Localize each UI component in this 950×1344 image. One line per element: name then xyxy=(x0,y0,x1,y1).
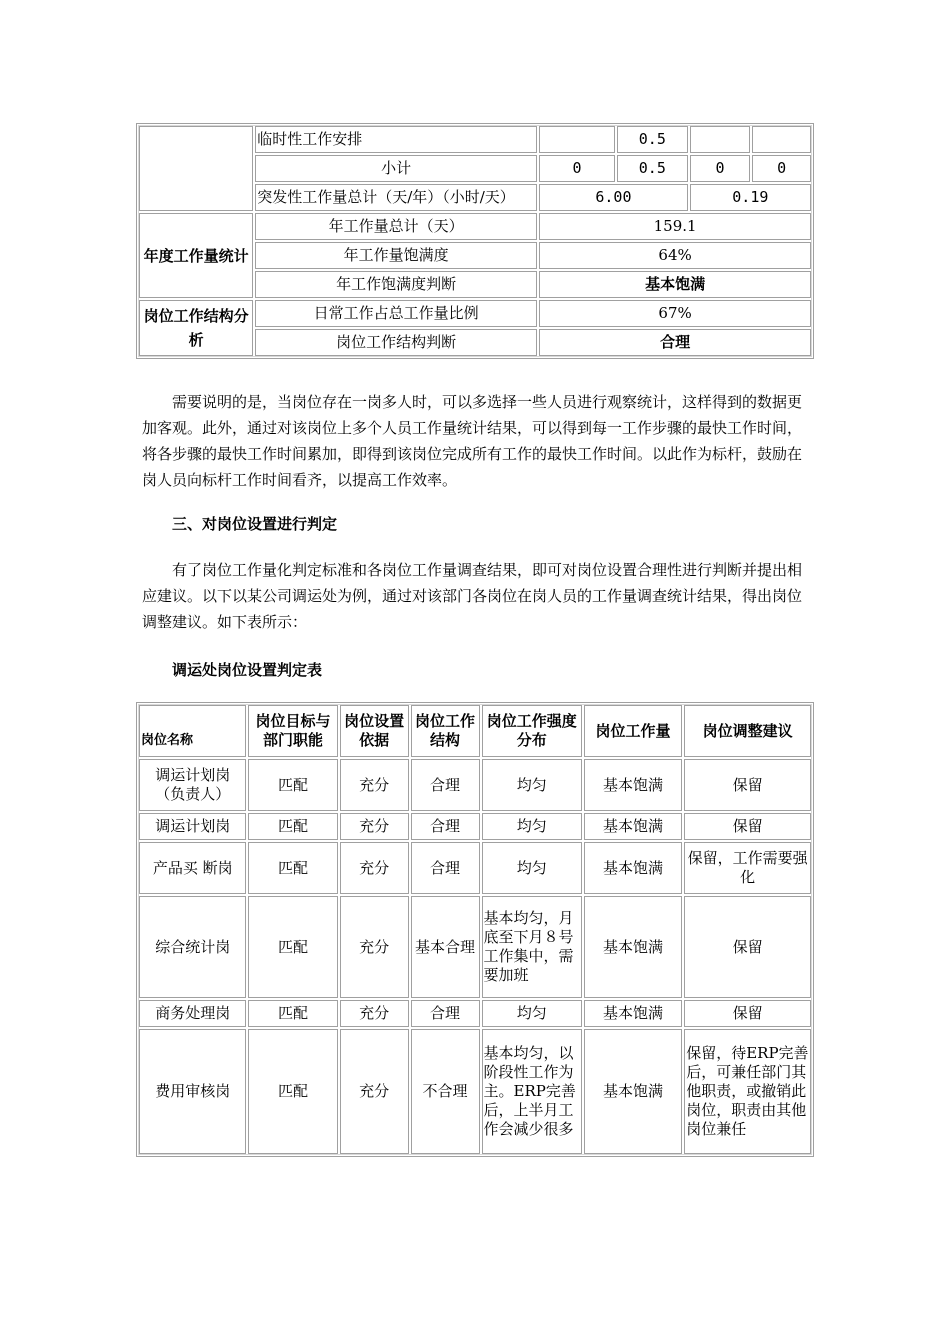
structure-group-label: 岗位工作结构分析 xyxy=(139,300,253,356)
annual-total-value: 159.1 xyxy=(539,213,811,240)
sat-judge-value: 基本饱满 xyxy=(539,271,811,298)
header-post-name: 岗位名称 xyxy=(139,705,246,757)
annual-total-label: 年工作量总计（天） xyxy=(255,213,537,240)
header-intensity: 岗位工作强度分布 xyxy=(482,705,582,757)
header-goal: 岗位目标与部门职能 xyxy=(248,705,337,757)
paragraph-1: 需要说明的是，当岗位存在一岗多人时，可以多选择一些人员进行观察统计，这样得到的数据更加客观。此外，通过对该岗位上多个人员工作量统计结果，可以得到每一工作步骤的最快工作时间，将各步骤的最快工作时间累加，即得到该岗位完成所有工作的最快工作时间。以此作为标杆，鼓励在岗人员向标杆工作时间看齐，以提高工作效率。 xyxy=(142,393,803,489)
header-structure: 岗位工作结构 xyxy=(411,705,480,757)
post-name: 调运计划岗（负责人） xyxy=(139,759,246,811)
blank-group-cell xyxy=(139,126,253,211)
table-row: 调运计划岗（负责人） 匹配 充分 合理 均匀 基本饱满 保留 xyxy=(139,759,811,811)
subtotal-c2: 0.5 xyxy=(617,155,688,182)
post-judgment-table xyxy=(136,702,814,1157)
daily-ratio-label: 日常工作占总工作量比例 xyxy=(255,300,537,327)
header-basis: 岗位设置依据 xyxy=(340,705,409,757)
post-name: 综合统计岗 xyxy=(139,896,246,998)
saturation-value: 64% xyxy=(539,242,811,269)
temp-work-value: 0.5 xyxy=(617,126,688,153)
temp-work-label: 临时性工作安排 xyxy=(255,126,537,153)
post-name: 调运计划岗 xyxy=(139,813,246,840)
table-row: 综合统计岗 匹配 充分 基本合理 基本均匀，月底至下月８号工作集中，需要加班 基本饱满 保留 xyxy=(139,896,811,998)
header-suggestion: 岗位调整建议 xyxy=(684,705,811,757)
burst-hours: 0.19 xyxy=(690,184,811,211)
struct-judge-label: 岗位工作结构判断 xyxy=(255,329,537,356)
table-row: 商务处理岗 匹配 充分 合理 均匀 基本饱满 保留 xyxy=(139,1000,811,1027)
table2-title: 调运处岗位设置判定表 xyxy=(172,661,323,679)
annual-group-label: 年度工作量统计 xyxy=(139,213,253,298)
post-name: 费用审核岗 xyxy=(139,1029,246,1154)
subtotal-c3: 0 xyxy=(690,155,751,182)
post-name: 商务处理岗 xyxy=(139,1000,246,1027)
table-row: 调运计划岗 匹配 充分 合理 均匀 基本饱满 保留 xyxy=(139,813,811,840)
daily-ratio-value: 67% xyxy=(539,300,811,327)
table-row: 费用审核岗 匹配 充分 不合理 基本均匀，以阶段性工作为主。ERP完善后，上半月工作会减少很多 基本饱满 保留，待ERP完善后，可兼任部门其他职责，或撤销此岗位，职责由其他岗位兼任 xyxy=(139,1029,811,1154)
burst-days: 6.00 xyxy=(539,184,688,211)
saturation-label: 年工作量饱满度 xyxy=(255,242,537,269)
burst-label: 突发性工作量总计（天/年）（小时/天） xyxy=(255,184,537,211)
header-row xyxy=(139,705,811,757)
subtotal-c1: 0 xyxy=(539,155,615,182)
header-workload: 岗位工作量 xyxy=(584,705,682,757)
struct-judge-value: 合理 xyxy=(539,329,811,356)
sat-judge-label: 年工作饱满度判断 xyxy=(255,271,537,298)
post-name: 产品买 断岗 xyxy=(139,842,246,894)
paragraph-2: 有了岗位工作量化判定标准和各岗位工作量调查结果，即可对岗位设置合理性进行判断并提出相应建议。以下以某公司调运处为例，通过对该部门各岗位在岗人员的工作量调查统计结果，得出岗位调整建议。如下表所示： xyxy=(142,561,803,631)
workload-stats-table xyxy=(136,123,814,359)
subtotal-c4: 0 xyxy=(752,155,811,182)
table-row: 产品买 断岗 匹配 充分 合理 均匀 基本饱满 保留，工作需要强化 xyxy=(139,842,811,894)
subtotal-label: 小计 xyxy=(255,155,537,182)
section-heading: 三、对岗位设置进行判定 xyxy=(172,515,338,533)
